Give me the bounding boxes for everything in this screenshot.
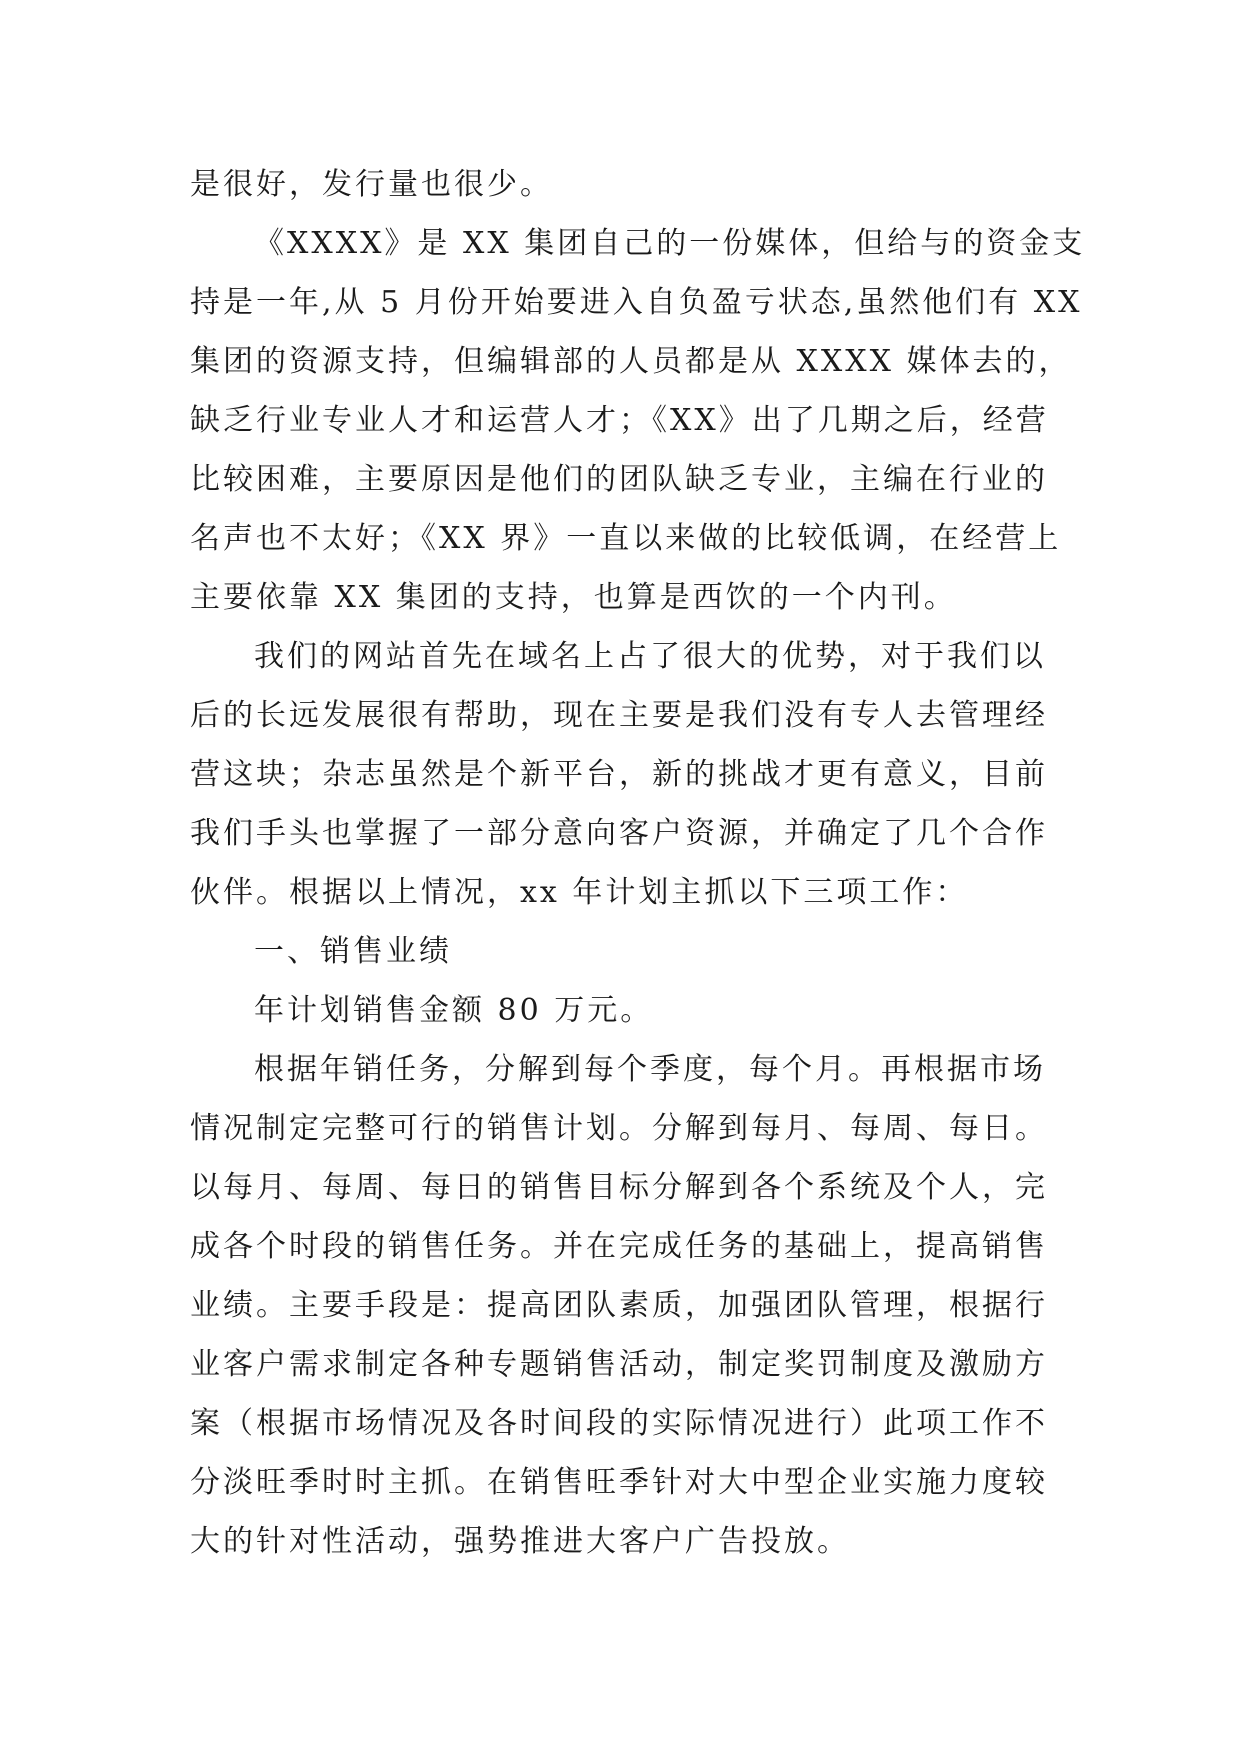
text-line: 以每月、每周、每日的销售目标分解到各个系统及个人，完 [190, 1170, 1048, 1205]
text-line: 持是一年,从 5 月份开始要进入自负盈亏状态,虽然他们有 XX [190, 285, 1083, 320]
text-line: 集团的资源支持，但编辑部的人员都是从 XXXX 媒体去的， [190, 344, 1072, 379]
text-line: 营这块；杂志虽然是个新平台，新的挑战才更有意义，目前 [190, 757, 1048, 792]
text-line: 情况制定完整可行的销售计划。分解到每月、每周、每日。 [190, 1111, 1048, 1146]
text-line: 分淡旺季时时主抓。在销售旺季针对大中型企业实施力度较 [190, 1465, 1048, 1500]
text-line: 我们手头也掌握了一部分意向客户资源，并确定了几个合作 [190, 816, 1048, 851]
text-line: 根据年销任务，分解到每个季度，每个月。再根据市场 [254, 1052, 1046, 1087]
text-line: 主要依靠 XX 集团的支持，也算是西饮的一个内刊。 [190, 580, 957, 615]
text-line: 名声也不太好；《XX 界》一直以来做的比较低调，在经营上 [190, 521, 1062, 556]
body-text [190, 155, 1086, 1571]
text-line: 成各个时段的销售任务。并在完成任务的基础上，提高销售 [190, 1229, 1048, 1264]
text-line: 我们的网站首先在域名上占了很大的优势，对于我们以 [254, 639, 1046, 674]
text-line: 一、销售业绩 [254, 934, 452, 969]
text-line: 比较困难，主要原因是他们的团队缺乏专业，主编在行业的 [190, 462, 1048, 497]
text-line: 业客户需求制定各种专题销售活动，制定奖罚制度及激励方 [190, 1347, 1048, 1382]
text-line: 大的针对性活动，强势推进大客户广告投放。 [190, 1524, 850, 1559]
text-line: 缺乏行业专业人才和运营人才；《XX》出了几期之后，经营 [190, 403, 1049, 438]
text-line: 案（根据市场情况及各时间段的实际情况进行）此项工作不 [190, 1406, 1048, 1441]
text-line: 业绩。主要手段是：提高团队素质，加强团队管理，根据行 [190, 1288, 1048, 1323]
text-line: 后的长远发展很有帮助，现在主要是我们没有专人去管理经 [190, 698, 1048, 733]
text-line: 年计划销售金额 80 万元。 [254, 993, 654, 1028]
text-line: 是很好，发行量也很少。 [190, 167, 553, 202]
text-line: 伙伴。根据以上情况，xx 年计划主抓以下三项工作： [190, 875, 969, 910]
text-line: 《XXXX》是 XX 集团自己的一份媒体，但给与的资金支 [254, 226, 1086, 261]
